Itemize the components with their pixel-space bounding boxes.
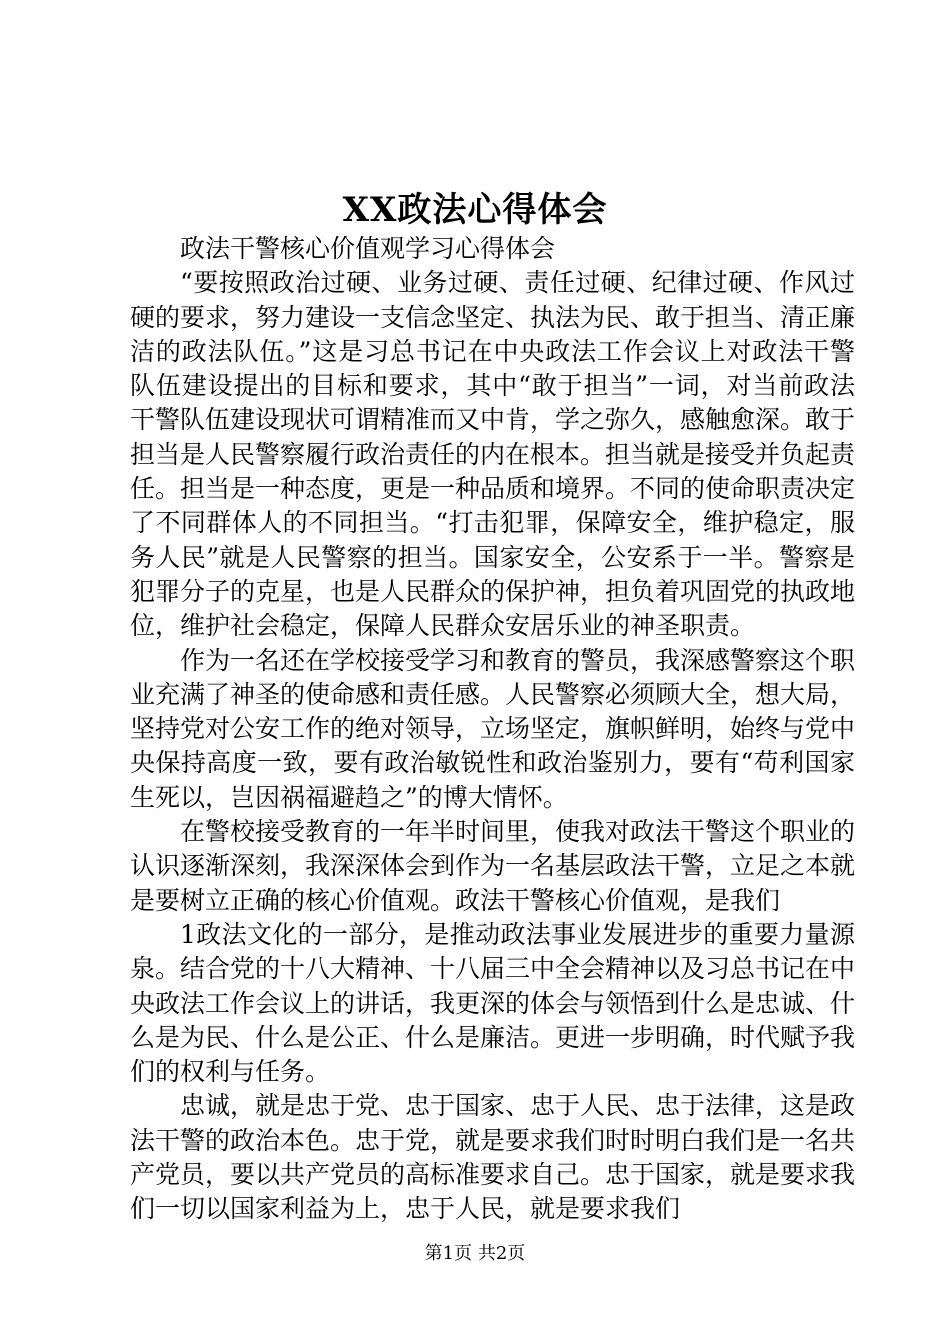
paragraph: 在警校接受教育的一年半时间里，使我对政法干警这个职业的认识逐渐深刻，我深深体会到作为一名基层政法干警，立足之本就是要树立正确的核心价值观。政法干警核心价值观，是我们	[130, 817, 856, 915]
paragraph: 作为一名还在学校接受学习和教育的警员，我深感警察这个职业充满了神圣的使命感和责任感。人民警察必须顾大全，想大局，坚持党对公安工作的绝对领导，立场坚定，旗帜鲜明，始终与党中央保持高度一致，要有政治敏锐性和政治鉴别力，要有“苟利国家生死以，岂因祸福避趋之”的博大情怀。	[130, 645, 856, 812]
page-footer: 第1页 共2页	[424, 1243, 526, 1264]
paragraph: 1政法文化的一部分，是推动政法事业发展进步的重要力量源泉。结合党的十八大精神、十八届三中全会精神以及习总书记在中央政法工作会议上的讲话，我更深的体会与领悟到什么是忠诚、什么是为民、什么是公正、什么是廉洁。更进一步明确，时代赋予我们的权利与任务。	[130, 919, 856, 1087]
paragraph: “要按照政治过硬、业务过硬、责任过硬、纪律过硬、作风过硬的要求，努力建设一支信念坚定、执法为民、敢于担当、清正廉洁的政法队伍。”这是习总书记在中央政法工作会议上对政法干警队伍建设提出的目标和要求，其中“敢于担当”一词，对当前政法干警队伍建设现状可谓精准而又中肯，学之弥久，感触愈深。敢于担当是人民警察履行政治责任的内在根本。担当就是接受并负起责任。担当是一种态度，更是一种品质和境界。不同的使命职责决定了不同群体人的不同担当。“打击犯罪，保障安全，维护稳定，服务人民”就是人民警察的担当。国家安全，公安系于一半。警察是犯罪分子的克星，也是人民群众的保护神，担负着巩固党的执政地位，维护社会稳定，保障人民群众安居乐业的神圣职责。	[130, 268, 856, 641]
paragraph-subtitle: 政法干警核心价值观学习心得体会	[180, 234, 556, 263]
page-title: XX政法心得体会	[342, 190, 608, 230]
document-body	[130, 232, 855, 1227]
paragraph: 忠诚，就是忠于党、忠于国家、忠于人民、忠于法律，这是政法干警的政治本色。忠于党，就是要求我们时时明白我们是一名共产党员，要以共产党员的高标准要求自己。忠于国家，就是要求我们一切以国家利益为上，忠于人民，就是要求我们	[130, 1091, 856, 1224]
